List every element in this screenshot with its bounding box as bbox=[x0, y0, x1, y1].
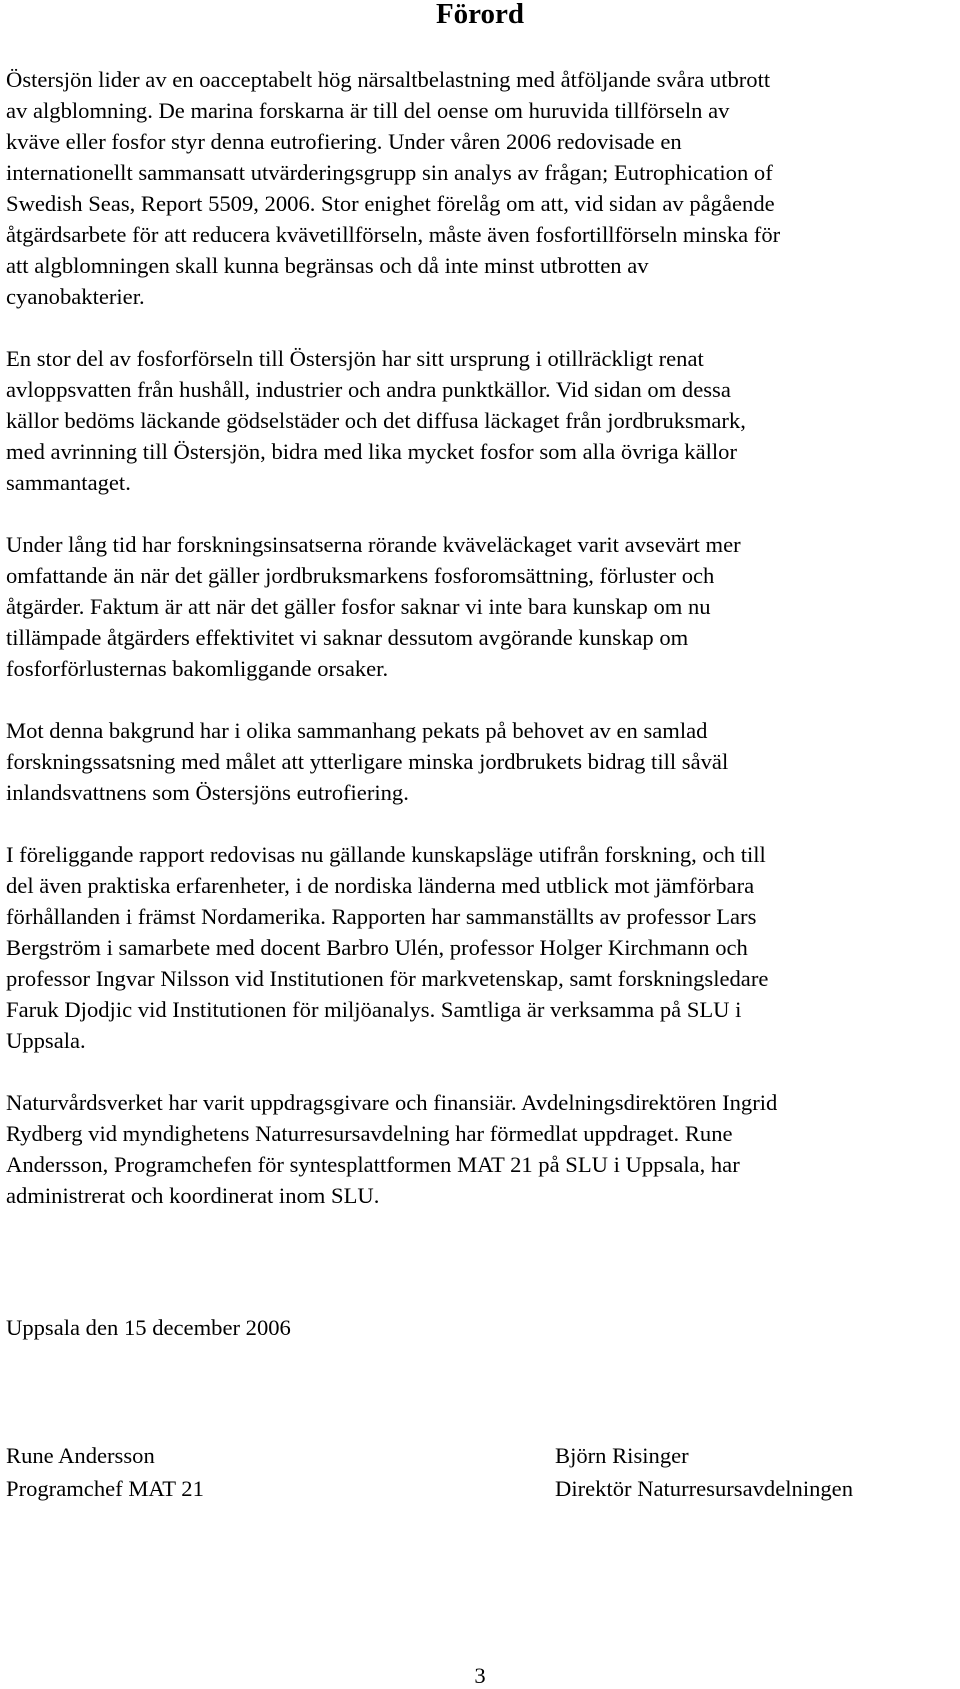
page-title: Förord bbox=[435, 0, 525, 30]
paragraph-3: Under lång tid har forskningsinsatserna rörande kväveläckaget varit avsevärt mer omfattande än när det gäller jordbruksmarkens fosforomsättning, förluster och åtgärder. Faktum är att när det gäller fosfor saknar vi inte bara kunskap om nu tillämpade åtgärders effektivitet vi saknar dessutom avgörande kunskap om fosforförlusternas bakomliggande orsaker. bbox=[6, 532, 741, 681]
signature-block-right bbox=[555, 1439, 853, 1505]
signature-role: Direktör Naturresursavdelningen bbox=[555, 1476, 854, 1501]
signature-role: Programchef MAT 21 bbox=[6, 1476, 204, 1501]
paragraph-1: Östersjön lider av en oacceptabelt hög närsaltbelastning med åtföljande svåra utbrott av algblomning. De marina forskarna är till del oense om huruvida tillförseln av kväve eller fosfor styr denna eutrofiering. Under våren 2006 redovisade en internationellt sammansatt utvärderingsgrupp sin analys av frågan; Eutrophication of Swedish Seas, Report 5509, 2006. Stor enighet förelåg om att, vid sidan av pågående åtgärdsarbete för att reducera kvävetillförseln, måste även fosfortillförseln minska för att algblomningen skall kunna begränsas och då inte minst utbrotten av cyanobakterier. bbox=[6, 67, 781, 309]
page-number: 3 bbox=[474, 1663, 486, 1688]
signature-block-left bbox=[6, 1439, 204, 1505]
signature-name: Rune Andersson bbox=[6, 1443, 155, 1468]
signature-name: Björn Risinger bbox=[555, 1443, 689, 1468]
body-text bbox=[6, 64, 954, 1242]
paragraph-2: En stor del av fosforförseln till Östersjön har sitt ursprung i otillräckligt renat avloppsvatten från hushåll, industrier och andra punktkällor. Vid sidan om dessa källor bedöms läckande gödselstäder och det diffusa läckaget från jordbruksmark, med avrinning till Östersjön, bidra med lika mycket fosfor som alla övriga källor sammantaget. bbox=[6, 346, 746, 495]
paragraph-6: Naturvårdsverket har varit uppdragsgivare och finansiär. Avdelningsdirektören Ingrid Rydberg vid myndighetens Naturresursavdelning har förmedlat uppdraget. Rune Andersson, Programchefen för syntesplattformen MAT 21 på SLU i Uppsala, har administrerat och koordinerat inom SLU. bbox=[6, 1090, 778, 1208]
paragraph-4: Mot denna bakgrund har i olika sammanhang pekats på behovet av en samlad forskningssatsning med målet att ytterligare minska jordbrukets bidrag till såväl inlandsvattnens som Östersjöns eutrofiering. bbox=[6, 718, 729, 805]
paragraph-5: I föreliggande rapport redovisas nu gällande kunskapsläge utifrån forskning, och till del även praktiska erfarenheter, i de nordiska länderna med utblick mot jämförbara förhållanden i främst Nordamerika. Rapporten har sammanställts av professor Lars Bergström i samarbete med docent Barbro Ulén, professor Holger Kirchmann och professor Ingvar Nilsson vid Institutionen för markvetenskap, samt forskningsledare Faruk Djodjic vid Institutionen för miljöanalys. Samtliga är verksamma på SLU i Uppsala. bbox=[6, 842, 769, 1053]
date-line: Uppsala den 15 december 2006 bbox=[6, 1315, 291, 1340]
